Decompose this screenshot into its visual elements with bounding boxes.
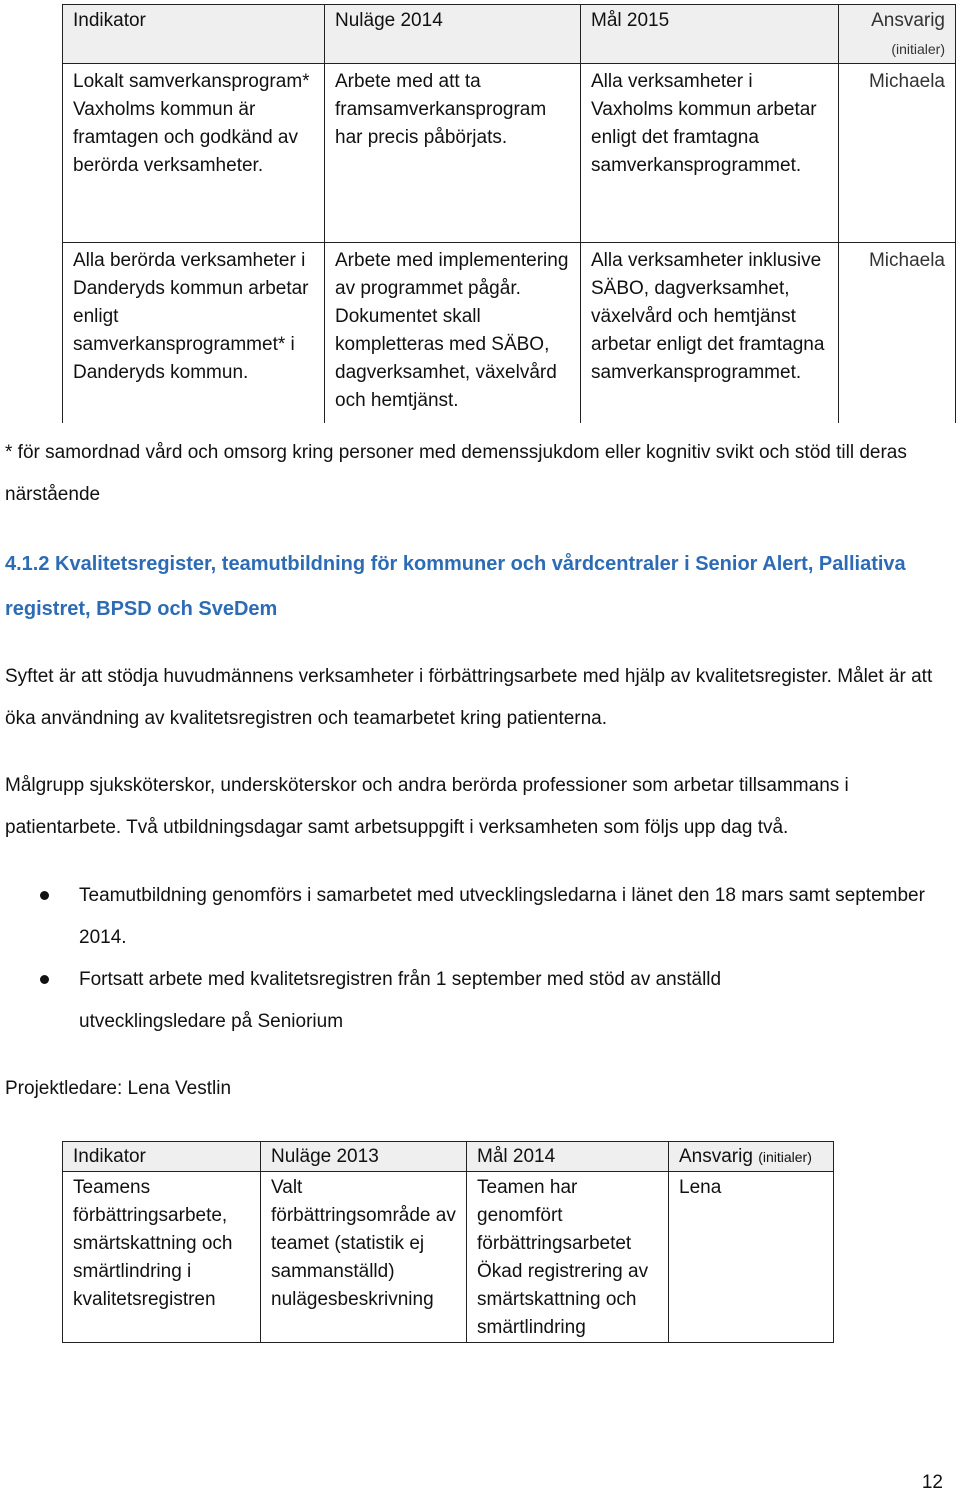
header-mal: Mål 2015 <box>581 5 839 64</box>
paragraph-purpose: Syftet är att stödja huvudmännens verksamheter i förbättringsarbete med hjälp av kvalitetsregister. Målet är att öka användning av kvalitetsregistren och teamarbetet kring patienterna. <box>5 666 933 729</box>
cell-ansvarig: Michaela <box>839 243 956 424</box>
header-ansvarig-label: Ansvarig <box>871 10 945 31</box>
header-initialer-label: (initialer) <box>891 41 945 57</box>
header-mal: Mål 2014 <box>467 1142 669 1172</box>
section-heading: 4.1.2 Kvalitetsregister, teamutbildning för kommuner och vårdcentraler i Senior Alert, Palliativa registret, BPSD och SveDem <box>5 553 906 620</box>
cell-indikator: Lokalt samverkansprogram* Vaxholms kommun är framtagen och godkänd av berörda verksamheter. <box>63 64 325 243</box>
table-header-row <box>63 5 956 64</box>
bullet-item: Teamutbildning genomförs i samarbetet med utvecklingsledarna i länet den 18 mars samt september 2014. <box>79 885 925 948</box>
header-ansvarig <box>839 5 956 64</box>
header-ansvarig-label: Ansvarig <box>679 1146 753 1167</box>
bullet-icon <box>40 975 49 984</box>
footnote: * för samordnad vård och omsorg kring personer med demenssjukdom eller kognitiv svikt och stöd till deras närstående <box>5 442 907 505</box>
header-ansvarig <box>669 1142 834 1172</box>
project-leader: Projektledare: Lena Vestlin <box>5 1078 232 1099</box>
cell-nulage: Arbete med att ta framsamverkansprogram har precis påbörjats. <box>325 64 581 243</box>
cell-indikator: Teamens förbättringsarbete, smärtskattning och smärtlindring i kvalitetsregistren <box>63 1172 261 1343</box>
table-row <box>63 1172 834 1343</box>
cell-indikator: Alla berörda verksamheter i Danderyds kommun arbetar enligt samverkansprogrammet* i Danderyds kommun. <box>63 243 325 424</box>
header-indikator: Indikator <box>63 1142 261 1172</box>
bullet-icon <box>40 891 49 900</box>
header-indikator: Indikator <box>63 5 325 64</box>
paragraph-target-group: Målgrupp sjuksköterskor, undersköterskor och andra berörda professioner som arbetar tillsammans i patientarbete. Två utbildningsdagar samt arbetsuppgift i verksamheten som följs upp dag två. <box>5 775 849 838</box>
table-header-row <box>63 1142 834 1172</box>
page-number: 12 <box>921 1472 943 1493</box>
cell-nulage: Arbete med implementering av programmet pågår. Dokumentet skall kompletteras med SÄBO, dagverksamhet, växelvård och hemtjänst. <box>325 243 581 424</box>
cell-ansvarig: Lena <box>669 1172 834 1343</box>
cell-mal: Alla verksamheter i Vaxholms kommun arbetar enligt det framtagna samverkansprogrammet. <box>581 64 839 243</box>
cell-mal: Alla verksamheter inklusive SÄBO, dagverksamhet, växelvård och hemtjänst arbetar enligt det framtagna samverkansprogrammet. <box>581 243 839 424</box>
header-initialer-label: (initialer) <box>758 1149 812 1165</box>
table-row <box>63 243 956 424</box>
bullet-item: Fortsatt arbete med kvalitetsregistren från 1 september med stöd av anställd utvecklingsledare på Seniorium <box>79 969 722 1032</box>
indicator-table-2 <box>62 1141 834 1343</box>
table-row <box>63 64 956 243</box>
cell-nulage: Valt förbättringsområde av teamet (statistik ej sammanställd) nulägesbeskrivning <box>261 1172 467 1343</box>
cell-mal: Teamen har genomfört förbättringsarbetet Ökad registrering av smärtskattning och smärtlindring <box>467 1172 669 1343</box>
header-nulage: Nuläge 2014 <box>325 5 581 64</box>
header-nulage: Nuläge 2013 <box>261 1142 467 1172</box>
indicator-table-1 <box>62 4 956 423</box>
cell-ansvarig: Michaela <box>839 64 956 243</box>
